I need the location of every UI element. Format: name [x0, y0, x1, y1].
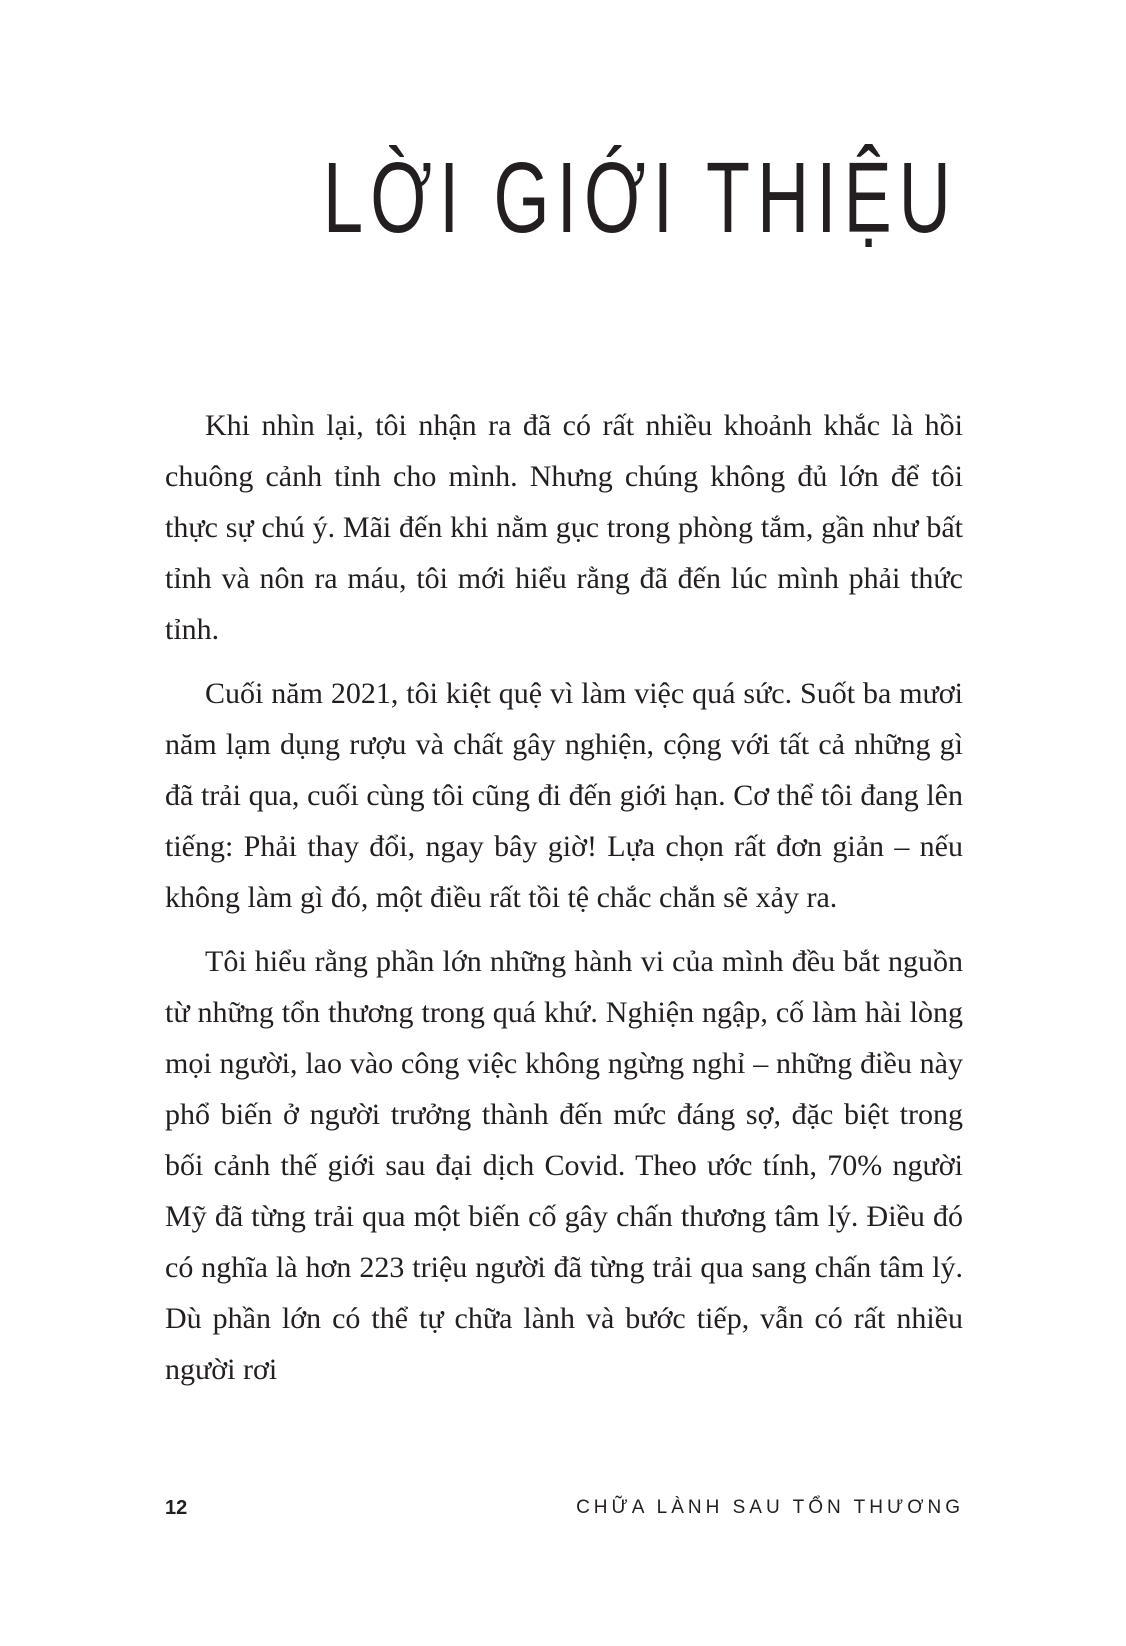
paragraph: Cuối năm 2021, tôi kiệt quệ vì làm việc quá sức. Suốt ba mươi năm lạm dụng rượu và chất gây nghiện, cộng với tất cả những gì đã trải qua, cuối cùng tôi cũng đi đến giới hạn. Cơ thể tôi đang lên tiếng: Phải thay đổi, ngay bây giờ! Lựa chọn rất đơn giản – nếu không làm gì đó, một điều rất tồi tệ chắc chắn sẽ xảy ra. [165, 677, 963, 914]
chapter-title: LỜI GIỚI THIỆU [322, 142, 958, 254]
paragraph: Khi nhìn lại, tôi nhận ra đã có rất nhiều khoảnh khắc là hồi chuông cảnh tỉnh cho mình. Nhưng chúng không đủ lớn để tôi thực sự chú ý. Mãi đến khi nằm gục trong phòng tắm, gần như bất tỉnh và nôn ra máu, tôi mới hiểu rằng đã đến lúc mình phải thức tỉnh. [165, 409, 963, 646]
body-text [165, 400, 963, 1408]
page-number: 12 [165, 1497, 188, 1519]
running-footer-book-title: CHỮA LÀNH SAU TỔN THƯƠNG [576, 1497, 964, 1518]
paragraph: Tôi hiểu rằng phần lớn những hành vi của mình đều bắt nguồn từ những tổn thương trong quá khứ. Nghiện ngập, cố làm hài lòng mọi người, lao vào công việc không ngừng nghỉ – những điều này phổ biến ở người trưởng thành đến mức đáng sợ, đặc biệt trong bối cảnh thế giới sau đại dịch Covid. Theo ước tính, 70% người Mỹ đã từng trải qua một biến cố gây chấn thương tâm lý. Điều đó có nghĩa là hơn 223 triệu người đã từng trải qua sang chấn tâm lý. Dù phần lớn có thể tự chữa lành và bước tiếp, vẫn có rất nhiều người rơi [165, 945, 963, 1386]
